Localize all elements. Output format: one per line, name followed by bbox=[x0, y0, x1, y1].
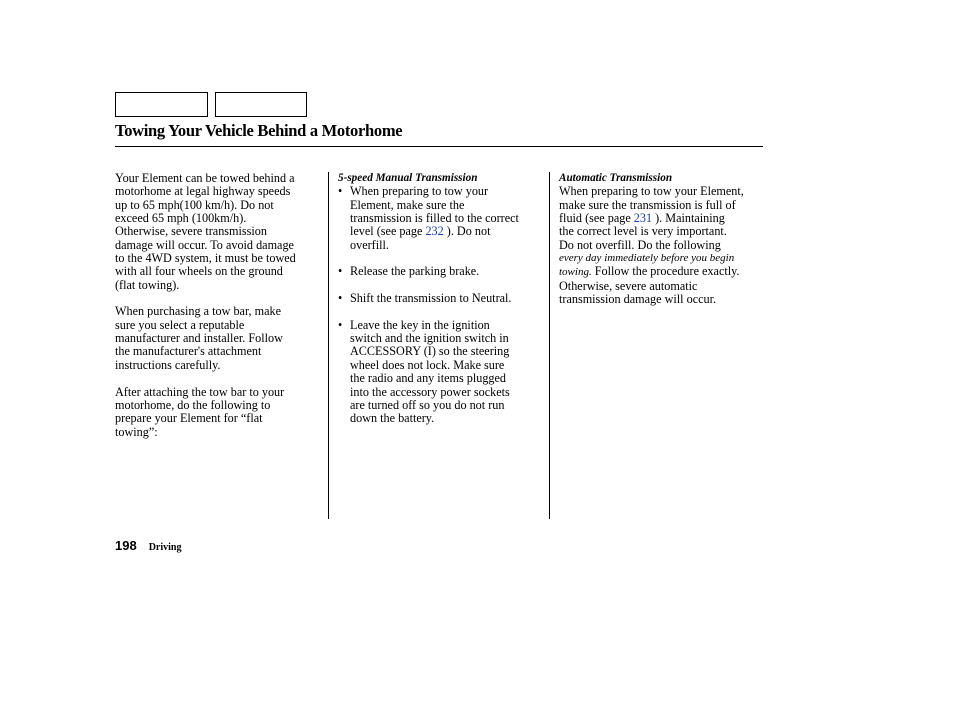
column-manual-transmission bbox=[338, 172, 546, 439]
text-line: the correct level is very important. bbox=[559, 224, 727, 239]
italic-text: towing. bbox=[559, 266, 592, 279]
text-line: fluid (see page bbox=[559, 211, 634, 226]
bullet-item bbox=[338, 319, 546, 426]
text-line: make sure the transmission is full of bbox=[559, 197, 736, 212]
text-line: damage will occur. To avoid damage bbox=[115, 237, 294, 252]
text-line: are turned off so you do not run bbox=[350, 397, 505, 412]
text-line: wheel does not lock. Make sure bbox=[350, 357, 505, 372]
text-line: motorhome at legal highway speeds bbox=[115, 184, 291, 199]
text-line: Your Element can be towed behind a bbox=[115, 171, 295, 185]
text-line: prepare your Element for “flat bbox=[115, 411, 263, 426]
text-line: towing”: bbox=[115, 424, 158, 439]
text-line: with all four wheels on the ground bbox=[115, 264, 283, 279]
text-line: overfill. bbox=[350, 237, 389, 252]
nav-tab-1[interactable] bbox=[115, 92, 208, 117]
bullet-icon: • bbox=[338, 264, 343, 279]
text-line: Element, make sure the bbox=[350, 197, 465, 212]
text-line: up to 65 mph(100 km/h). Do not bbox=[115, 197, 274, 212]
intro-paragraph-2 bbox=[115, 305, 323, 372]
text-line: When preparing to tow your Element, bbox=[559, 184, 744, 199]
intro-paragraph-1 bbox=[115, 172, 323, 292]
page-number: 198 bbox=[115, 538, 137, 553]
text-line: ACCESSORY (I) so the steering bbox=[350, 344, 510, 359]
text-line: (flat towing). bbox=[115, 277, 180, 292]
text-line: to the 4WD system, it must be towed bbox=[115, 251, 296, 266]
text-line: down the battery. bbox=[350, 411, 435, 426]
nav-tab-2[interactable] bbox=[215, 92, 307, 117]
manual-transmission-heading: 5-speed Manual Transmission bbox=[338, 172, 478, 184]
text-line: When purchasing a tow bar, make bbox=[115, 304, 282, 319]
page-title: Towing Your Vehicle Behind a Motorhome bbox=[115, 121, 403, 140]
text-line: Otherwise, severe automatic bbox=[559, 278, 698, 293]
text-line: into the accessory power sockets bbox=[350, 384, 510, 399]
section-name: Driving bbox=[148, 542, 182, 553]
bullet-item bbox=[338, 292, 546, 305]
intro-paragraph-3 bbox=[115, 386, 323, 439]
text-line: Do not overfill. Do the following bbox=[559, 237, 721, 252]
column-automatic-transmission bbox=[559, 172, 769, 306]
text-line: the radio and any items plugged bbox=[350, 371, 507, 386]
bullet-icon: • bbox=[338, 317, 343, 332]
text-line: transmission is filled to the correct bbox=[350, 211, 519, 226]
text-line: Leave the key in the ignition bbox=[350, 317, 490, 332]
column-divider-2 bbox=[549, 172, 550, 519]
bullet-icon: • bbox=[338, 291, 343, 306]
column-intro bbox=[115, 172, 323, 452]
text-line: the manufacturer's attachment bbox=[115, 344, 262, 359]
page-footer bbox=[115, 537, 181, 555]
column-divider-1 bbox=[328, 172, 329, 519]
text-line: instructions carefully. bbox=[115, 357, 221, 372]
bullet-item bbox=[338, 185, 546, 252]
text-line: transmission damage will occur. bbox=[559, 292, 717, 307]
text-line: exceed 65 mph (100km/h). bbox=[115, 211, 247, 226]
text-line: ). Do not bbox=[443, 224, 491, 239]
page-link-231[interactable]: 231 bbox=[633, 211, 653, 226]
text-line: Release the parking brake. bbox=[350, 264, 480, 279]
text-line: Otherwise, severe transmission bbox=[115, 224, 267, 239]
text-line: After attaching the tow bar to your bbox=[115, 384, 285, 399]
text-line: manufacturer and installer. Follow bbox=[115, 331, 283, 346]
title-rule bbox=[115, 146, 763, 147]
text-line: switch and the ignition switch in bbox=[350, 331, 509, 346]
bullet-item bbox=[338, 265, 546, 278]
text-line: sure you select a reputable bbox=[115, 317, 245, 332]
italic-text-line: every day immediately before you begin bbox=[559, 252, 735, 265]
text-line: level (see page bbox=[350, 224, 426, 239]
automatic-transmission-heading: Automatic Transmission bbox=[559, 172, 673, 184]
bullet-icon: • bbox=[338, 184, 343, 199]
text-line: Shift the transmission to Neutral. bbox=[350, 291, 512, 306]
text-line: ). Maintaining bbox=[652, 211, 725, 226]
text-line: When preparing to tow your bbox=[350, 184, 489, 199]
text-line: motorhome, do the following to bbox=[115, 397, 271, 412]
page-link-232[interactable]: 232 bbox=[425, 224, 444, 239]
text-line: Follow the procedure exactly. bbox=[591, 264, 740, 279]
